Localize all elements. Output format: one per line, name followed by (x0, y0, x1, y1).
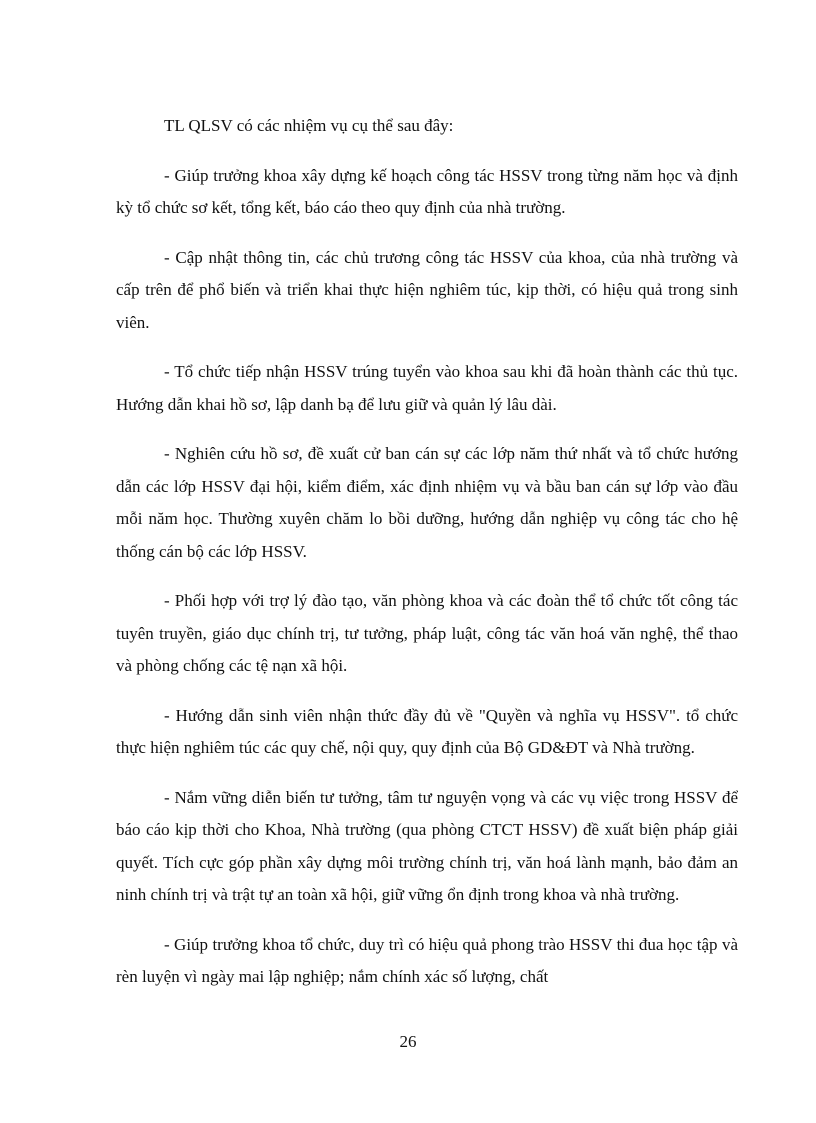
paragraph-duty-class-officers: - Nghiên cứu hồ sơ, đề xuất cử ban cán sự các lớp năm thứ nhất và tổ chức hướng dẫn các lớp HSSV đại hội, kiểm điểm, xác định nhiệm vụ và bầu ban cán sự lớp vào đầu mỗi năm học. Thường xuyên chăm lo bồi dưỡng, hướng dẫn nghiệp vụ công tác cho hệ thống cán bộ các lớp HSSV. (116, 444, 738, 561)
page-number: 26 (399, 1032, 417, 1051)
paragraph-duty-coordination: - Phối hợp với trợ lý đào tạo, văn phòng khoa và các đoàn thể tổ chức tốt công tác tuyên truyền, giáo dục chính trị, tư tưởng, pháp luật, công tác văn hoá văn nghệ, thể thao và phòng chống các tệ nạn xã hội. (116, 591, 738, 675)
paragraph-duty-admission: - Tổ chức tiếp nhận HSSV trúng tuyển vào khoa sau khi đã hoàn thành các thủ tục. Hướng dẫn khai hồ sơ, lập danh bạ để lưu giữ và quản lý lâu dài. (116, 362, 738, 414)
paragraph-duty-rights: - Hướng dẫn sinh viên nhận thức đầy đủ về "Quyền và nghĩa vụ HSSV". tổ chức thực hiện nghiêm túc các quy chế, nội quy, quy định của Bộ GD&ĐT và Nhà trường. (116, 705, 738, 757)
paragraph-intro: TL QLSV có các nhiệm vụ cụ thể sau đây: (164, 116, 454, 135)
body-text (116, 110, 738, 1011)
paragraph-duty-plan: - Giúp trưởng khoa xây dựng kế hoạch công tác HSSV trong từng năm học và định kỳ tổ chức sơ kết, tổng kết, báo cáo theo quy định của nhà trường. (116, 165, 738, 217)
paragraph-duty-update: - Cập nhật thông tin, các chủ trương công tác HSSV của khoa, của nhà trường và cấp trên để phổ biến và triển khai thực hiện nghiêm túc, kịp thời, có hiệu quả trong sinh viên. (116, 247, 738, 332)
paragraph-duty-emulation: - Giúp trưởng khoa tổ chức, duy trì có hiệu quả phong trào HSSV thi đua học tập và rèn luyện vì ngày mai lập nghiệp; nắm chính xác số lượng, chất (116, 934, 738, 986)
paragraph-duty-monitoring: - Nắm vững diễn biến tư tưởng, tâm tư nguyện vọng và các vụ việc trong HSSV để báo cáo kịp thời cho Khoa, Nhà trường (qua phòng CTCT HSSV) đề xuất biện pháp giải quyết. Tích cực góp phần xây dựng môi trường chính trị, văn hoá lành mạnh, bảo đảm an ninh chính trị và trật tự an toàn xã hội, giữ vững ổn định trong khoa và nhà trường. (116, 787, 738, 904)
